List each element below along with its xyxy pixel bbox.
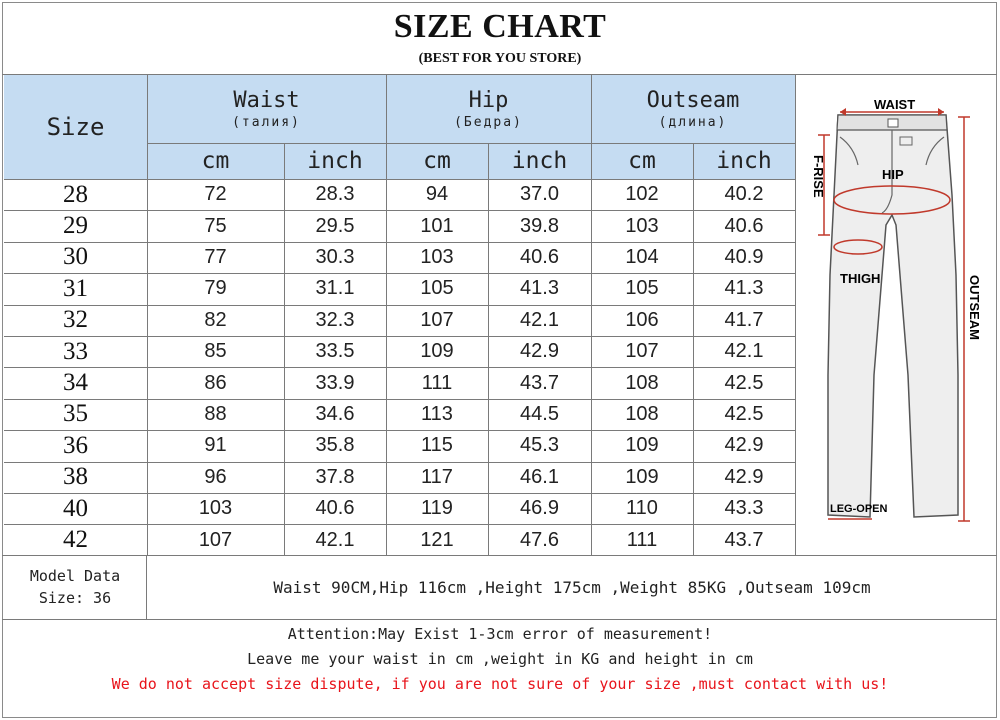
model-bottom-line — [2, 619, 997, 620]
table-cell: 121 — [420, 528, 454, 551]
table-cell: 102 — [625, 183, 659, 206]
table-cell: 41.3 — [520, 277, 559, 300]
table-cell: 33.9 — [315, 371, 355, 394]
table-cell: 85 — [204, 340, 227, 363]
unit-header: inch — [716, 148, 772, 174]
table-cell: 42.9 — [724, 434, 764, 457]
table-cell: 111 — [421, 371, 453, 394]
table-cell: 109 — [625, 465, 659, 488]
size-value-cell: 29 — [63, 212, 88, 240]
unit-header: cm — [201, 148, 230, 174]
outseam-label: OUTSEAM — [967, 275, 982, 340]
hip-label: HIP — [882, 167, 904, 182]
row-divider — [4, 399, 795, 400]
request-note: Leave me your waist in cm ,weight in KG and height in cm — [247, 650, 753, 668]
table-cell: 107 — [198, 528, 233, 551]
table-cell: 42.1 — [520, 308, 559, 331]
unit-header: cm — [628, 148, 656, 174]
table-cell: 28.3 — [315, 183, 355, 206]
size-value-cell: 30 — [63, 243, 88, 271]
f-rise-label: F-RISE — [811, 155, 826, 198]
table-cell: 115 — [421, 434, 453, 457]
table-cell: 41.7 — [724, 308, 764, 331]
unit-divider — [693, 143, 694, 555]
table-cell: 30.3 — [315, 245, 355, 268]
table-cell: 94 — [425, 183, 449, 206]
row-divider — [4, 524, 795, 525]
pants-measurement-diagram — [796, 75, 995, 555]
table-cell: 82 — [204, 308, 227, 331]
unit-header: inch — [307, 148, 363, 174]
table-cell: 42.1 — [724, 340, 764, 363]
size-value-cell: 28 — [63, 180, 88, 208]
header-mid-line — [147, 143, 795, 144]
table-cell: 107 — [625, 340, 659, 363]
row-divider — [4, 336, 795, 337]
table-cell: 42.9 — [724, 465, 764, 488]
table-cell: 47.6 — [520, 528, 559, 551]
table-cell: 45.3 — [520, 434, 559, 457]
row-divider — [4, 242, 795, 243]
group-header-label: Outseam — [646, 88, 740, 113]
row-divider — [4, 493, 795, 494]
table-cell: 96 — [204, 465, 227, 488]
group-header-translation: (Бедра) — [454, 115, 523, 130]
size-header-label: Size — [46, 113, 105, 141]
group-divider — [591, 75, 592, 555]
table-cell: 108 — [625, 371, 659, 394]
size-value-cell: 33 — [63, 337, 88, 365]
model-data-values — [147, 556, 997, 618]
table-cell: 37.0 — [520, 183, 559, 206]
table-cell: 108 — [625, 402, 659, 425]
table-cell: 113 — [421, 402, 453, 425]
table-cell: 43.3 — [724, 497, 764, 520]
unit-divider — [488, 143, 489, 555]
table-cell: 40.9 — [724, 245, 764, 268]
table-cell: 103 — [420, 245, 454, 268]
table-cell: 42.5 — [724, 371, 764, 394]
table-cell: 33.5 — [315, 340, 355, 363]
table-cell: 40.2 — [724, 183, 764, 206]
table-cell: 72 — [204, 183, 227, 206]
table-cell: 111 — [626, 528, 658, 551]
table-cell: 77 — [204, 245, 227, 268]
size-column-header — [4, 75, 147, 179]
table-cell: 41.3 — [724, 277, 764, 300]
table-cell: 40.6 — [724, 214, 764, 237]
model-data-label — [4, 556, 146, 618]
table-cell: 43.7 — [724, 528, 764, 551]
table-cell: 40.6 — [520, 245, 559, 268]
header-bottom-line — [4, 179, 795, 180]
group-header-outseam — [591, 75, 795, 143]
table-cell: 109 — [625, 434, 659, 457]
unit-header: cm — [423, 148, 451, 174]
table-cell: 106 — [625, 308, 659, 331]
row-divider — [4, 273, 795, 274]
size-value-cell: 31 — [63, 274, 88, 302]
row-divider — [4, 305, 795, 306]
table-cell: 79 — [204, 277, 227, 300]
group-divider — [386, 75, 387, 555]
thigh-label: THIGH — [840, 271, 881, 286]
size-value-cell: 42 — [63, 526, 88, 554]
table-cell: 46.1 — [520, 465, 559, 488]
table-cell: 32.3 — [315, 308, 355, 331]
table-cell: 42.9 — [520, 340, 559, 363]
row-divider — [4, 430, 795, 431]
table-cell: 35.8 — [315, 434, 355, 457]
table-cell: 117 — [421, 465, 453, 488]
size-value-cell: 38 — [63, 463, 88, 491]
table-cell: 101 — [420, 214, 454, 237]
page-subtitle: (BEST FOR YOU STORE) — [418, 51, 582, 66]
model-size: Size: 36 — [38, 589, 112, 607]
table-cell: 75 — [204, 214, 227, 237]
table-cell: 39.8 — [520, 214, 559, 237]
table-cell: 44.5 — [520, 402, 559, 425]
table-cell: 34.6 — [315, 402, 355, 425]
group-header-label: Waist — [233, 88, 300, 113]
waist-label: WAIST — [874, 97, 916, 112]
table-cell: 105 — [420, 277, 454, 300]
table-cell: 103 — [625, 214, 659, 237]
group-header-translation: (длина) — [658, 115, 728, 130]
group-divider — [147, 75, 148, 555]
table-cell: 88 — [204, 402, 227, 425]
table-cell: 43.7 — [520, 371, 559, 394]
table-cell: 91 — [204, 434, 227, 457]
size-value-cell: 32 — [63, 306, 88, 334]
table-cell: 104 — [625, 245, 659, 268]
table-cell: 103 — [198, 497, 233, 520]
group-header-hip — [386, 75, 591, 143]
table-cell: 31.1 — [315, 277, 355, 300]
table-cell: 119 — [421, 497, 453, 520]
button-icon — [888, 119, 898, 127]
size-value-cell: 36 — [63, 431, 88, 459]
model-measurements: Waist 90CM,Hip 116cm ,Height 175cm ,Weight 85KG ,Outseam 109cm — [273, 577, 871, 597]
model-data-title: Model Data — [29, 567, 121, 585]
table-cell: 86 — [204, 371, 227, 394]
row-divider — [4, 367, 795, 368]
group-header-label: Hip — [468, 88, 509, 113]
row-divider — [4, 210, 795, 211]
table-cell: 40.6 — [315, 497, 355, 520]
table-cell: 105 — [625, 277, 659, 300]
table-cell: 107 — [420, 308, 454, 331]
unit-header: inch — [511, 148, 568, 174]
unit-divider — [284, 143, 285, 555]
leg-open-label: LEG-OPEN — [830, 503, 888, 515]
pants-diagram-svg — [796, 75, 995, 555]
warning-note: We do not accept size dispute, if you are not sure of your size ,must contact with us! — [111, 675, 889, 693]
group-header-translation: (талия) — [232, 115, 301, 130]
table-cell: 42.1 — [315, 528, 355, 551]
attention-note: Attention:May Exist 1-3cm error of measurement! — [287, 625, 713, 643]
size-value-cell: 34 — [63, 369, 88, 397]
table-cell: 46.9 — [520, 497, 559, 520]
table-cell: 29.5 — [315, 214, 355, 237]
size-value-cell: 35 — [63, 400, 88, 428]
table-cell: 42.5 — [724, 402, 764, 425]
table-cell: 37.8 — [315, 465, 355, 488]
table-cell: 109 — [420, 340, 454, 363]
size-value-cell: 40 — [63, 494, 88, 522]
page-title: SIZE CHART — [393, 8, 607, 45]
row-divider — [4, 462, 795, 463]
table-cell: 110 — [626, 497, 658, 520]
group-header-waist — [147, 75, 386, 143]
